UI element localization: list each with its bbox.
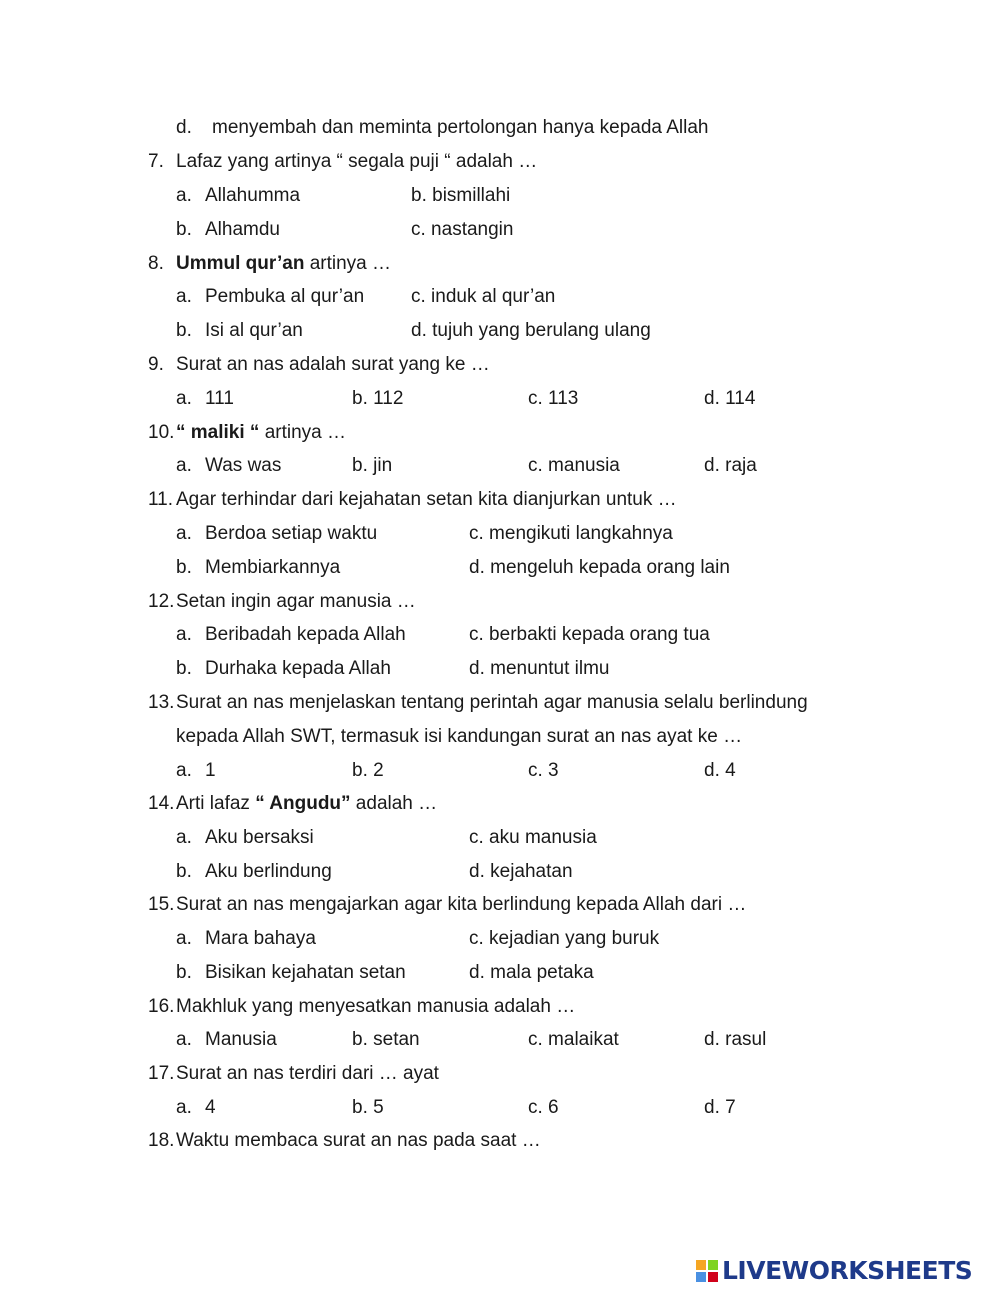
option-text: Berdoa setiap waktu [205,523,378,544]
option-letter: a. [176,1029,192,1050]
option-text: Mara bahaya [205,928,316,949]
question-number: 7. [148,151,164,172]
option-text: d. 7 [704,1097,736,1118]
option-text: 1 [205,760,216,781]
question-number: 14. [148,793,175,814]
question-number: 10. [148,422,175,443]
option-letter: d. [176,117,192,138]
option-text: c. kejadian yang buruk [469,928,660,949]
option-text: c. mengikuti langkahnya [469,523,673,544]
option-letter: a. [176,455,192,476]
option-text: d. rasul [704,1029,767,1050]
question-text [176,251,391,277]
question-number: 15. [148,894,175,915]
option-letter: a. [176,827,192,848]
option-letter: b. [176,320,192,341]
option-text: 4 [205,1097,216,1118]
option-text: Bisikan kejahatan setan [205,962,406,983]
liveworksheets-logo[interactable] [696,1254,972,1288]
question-text-rest: artinya … [259,422,347,443]
option-text: b. jin [352,455,393,476]
question-number: 12. [148,591,175,612]
question-text [176,791,437,817]
option-text: menyembah dan meminta pertolongan hanya kepada Allah [212,117,709,138]
option-text: Isi al qur’an [205,320,303,341]
option-text: d. 114 [704,388,756,409]
question-number: 16. [148,996,175,1017]
option-text: c. 113 [528,388,579,409]
option-letter: a. [176,286,192,307]
option-text: d. menuntut ilmu [469,658,610,679]
question-text: Agar terhindar dari kejahatan setan kita dianjurkan untuk … [176,489,677,510]
logo-text: LIVEWORKSHEETS [722,1256,973,1285]
option-text: c. manusia [528,455,620,476]
logo-blocks-icon [696,1260,718,1282]
option-text: d. 4 [704,760,736,781]
question-number: 18. [148,1130,175,1151]
option-text: c. aku manusia [469,827,597,848]
question-text-pre: Arti lafaz [176,793,256,814]
option-letter: b. [176,962,192,983]
option-letter: b. [176,658,192,679]
question-text: Surat an nas adalah surat yang ke … [176,354,490,375]
option-text: Aku berlindung [205,861,332,882]
question-text: Surat an nas mengajarkan agar kita berlindung kepada Allah dari … [176,894,747,915]
question-text: Surat an nas menjelaskan tentang perintah agar manusia selalu berlindung [176,692,808,713]
question-number: 13. [148,692,175,713]
option-text: Alhamdu [205,219,280,240]
question-text-rest: artinya … [304,253,392,274]
option-text: Manusia [205,1029,277,1050]
option-letter: b. [176,219,192,240]
option-text: Membiarkannya [205,557,341,578]
question-text: Surat an nas terdiri dari … ayat [176,1063,439,1084]
option-text: c. berbakti kepada orang tua [469,624,710,645]
option-letter: b. [176,557,192,578]
option-text: Was was [205,455,282,476]
question-term: “ Angudu” [255,793,351,814]
question-number: 11. [148,489,174,510]
option-text: d. mengeluh kepada orang lain [469,557,730,578]
option-text: c. malaikat [528,1029,619,1050]
option-text: b. bismillahi [411,185,511,206]
question-number: 8. [148,253,164,274]
option-text: c. induk al qur’an [411,286,556,307]
option-text: 111 [205,388,234,409]
option-letter: a. [176,523,192,544]
question-term: “ maliki “ [176,422,260,443]
option-letter: a. [176,624,192,645]
option-letter: a. [176,1097,192,1118]
option-text: d. raja [704,455,757,476]
question-text-rest: adalah … [350,793,438,814]
option-text: Allahumma [205,185,301,206]
option-letter: b. [176,861,192,882]
question-number: 17. [148,1063,175,1084]
option-text: b. 2 [352,760,384,781]
option-text: d. kejahatan [469,861,573,882]
option-text: Beribadah kepada Allah [205,624,406,645]
option-text: d. mala petaka [469,962,594,983]
option-text: d. tujuh yang berulang ulang [411,320,651,341]
option-letter: a. [176,388,192,409]
option-text: c. nastangin [411,219,514,240]
option-text: b. 5 [352,1097,384,1118]
question-text: Waktu membaca surat an nas pada saat … [176,1130,541,1151]
question-text: kepada Allah SWT, termasuk isi kandungan surat an nas ayat ke … [176,726,743,747]
option-text: b. 112 [352,388,404,409]
option-text: Durhaka kepada Allah [205,658,391,679]
question-text: Makhluk yang menyesatkan manusia adalah … [176,996,576,1017]
option-text: b. setan [352,1029,420,1050]
option-letter: a. [176,760,192,781]
question-text [176,420,346,446]
question-term: Ummul qur’an [176,253,305,274]
question-text: Setan ingin agar manusia … [176,591,416,612]
option-letter: a. [176,185,192,206]
question-number: 9. [148,354,164,375]
option-text: Aku bersaksi [205,827,314,848]
option-text: c. 6 [528,1097,559,1118]
option-text: Pembuka al qur’an [205,286,365,307]
option-text: c. 3 [528,760,559,781]
question-text: Lafaz yang artinya “ segala puji “ adalah … [176,151,538,172]
option-letter: a. [176,928,192,949]
